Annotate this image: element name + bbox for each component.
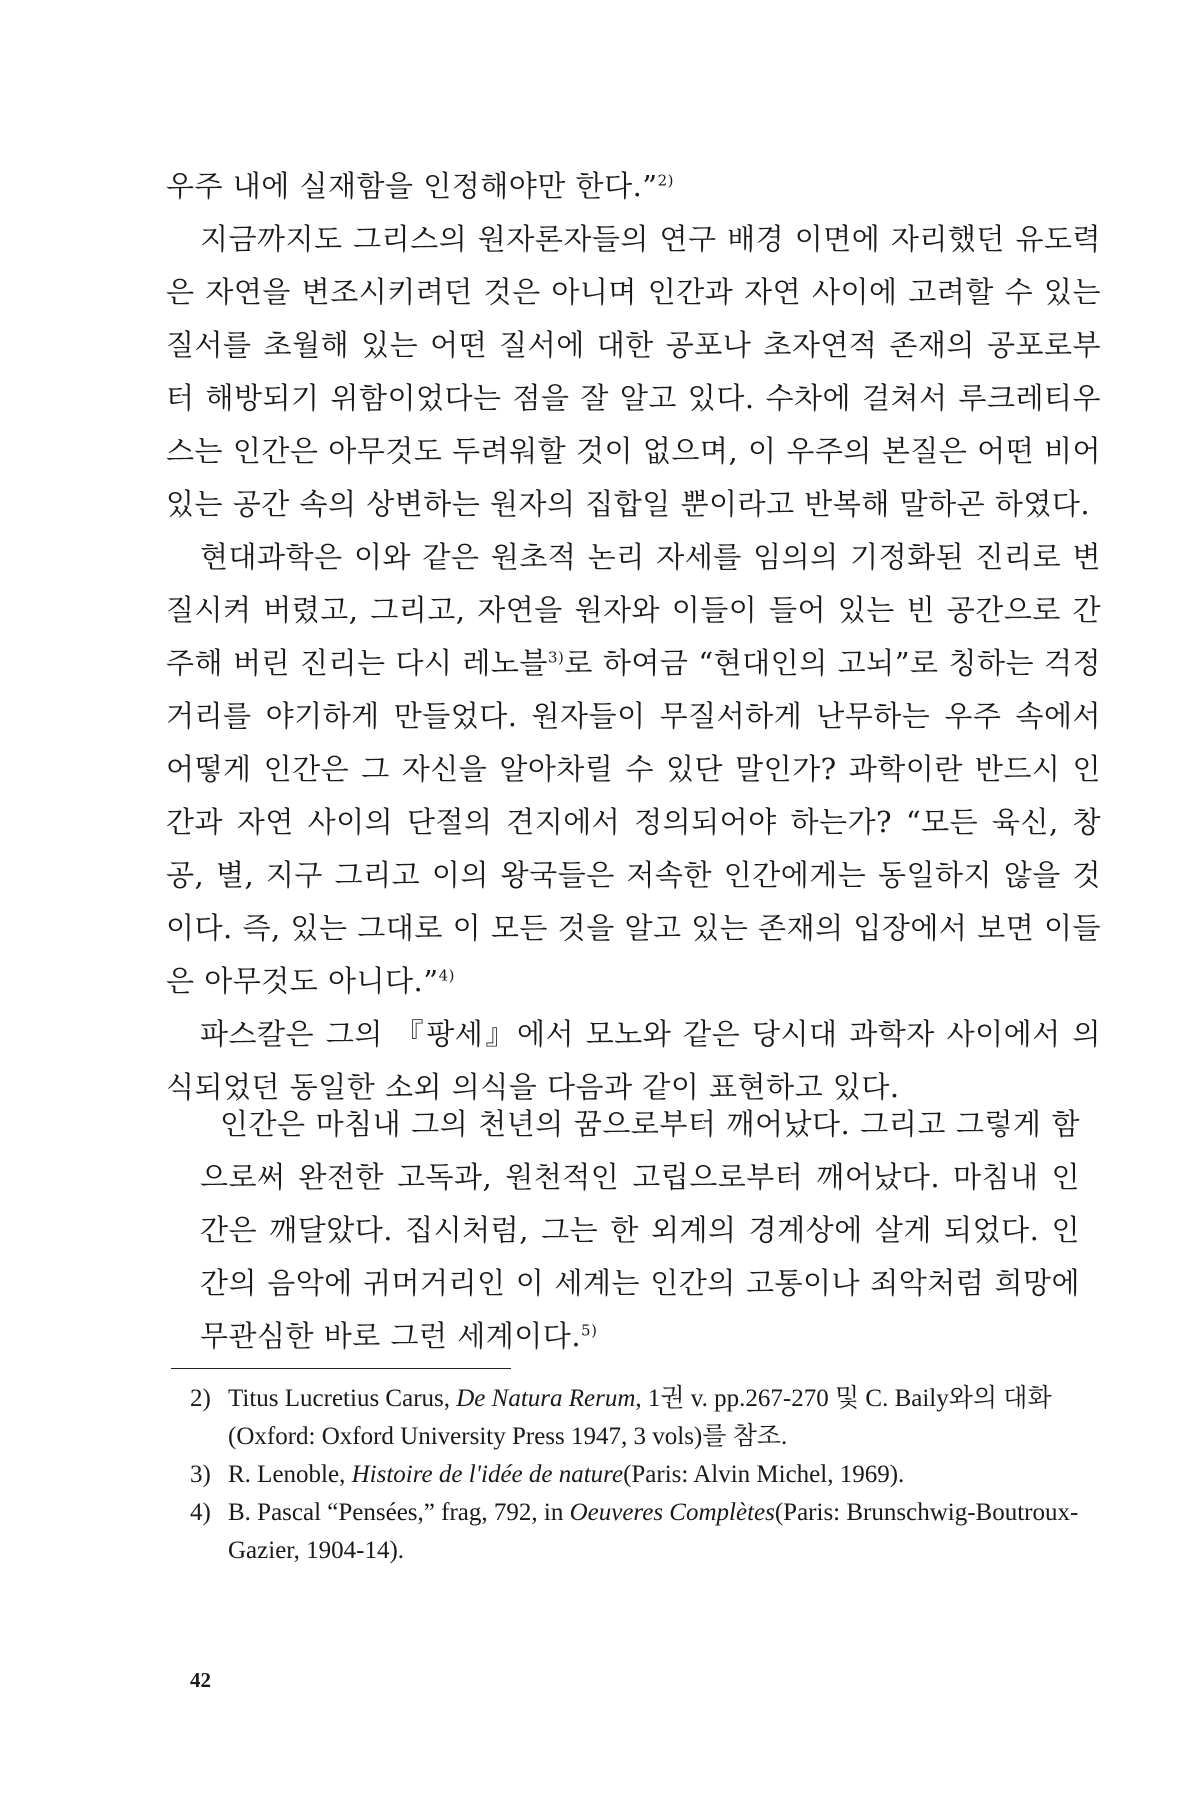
footnote-title: Histoire de l'idée de nature	[351, 1461, 624, 1488]
footnote-4: 4) B. Pascal “Pensées,” frag, 792, in Oeuveres Complètes(Paris: Brunschwig-Boutroux-Gazier, 1904-14).	[190, 1494, 1102, 1570]
footnote-number: 3)	[190, 1461, 211, 1488]
body-text	[166, 160, 1101, 1114]
footnote-ref-2: 2)	[657, 171, 675, 190]
footnote-ref-3: 3)	[547, 648, 565, 667]
paragraph-2: 지금까지도 그리스의 원자론자들의 연구 배경 이면에 자리했던 유도력은 자연을 변조시키려던 것은 아니며 인간과 자연 사이에 고려할 수 있는 질서를 초월해 있는 어떤 질서에 대한 공포나 초자연적 존재의 공포로부터 해방되기 위함이었다는 점을 잘 알고 있다. 수차에 걸쳐서 루크레티우스는 인간은 아무것도 두려워할 것이 없으며, 이 우주의 본질은 어떤 비어 있는 공간 속의 상변하는 원자의 집합일 뿐이라고 반복해 말하곤 하였다.	[166, 222, 1101, 521]
paragraph-4: 파스칼은 그의 『팡세』에서 모노와 같은 당시대 과학자 사이에서 의식되었던 동일한 소외 의식을 다음과 같이 표현하고 있다.	[166, 1017, 1101, 1104]
footnote-divider	[171, 1368, 511, 1369]
footnote-ref-5: 5)	[581, 1321, 598, 1340]
paragraph-1: 우주 내에 실재함을 인정해야만 한다.”$^{2)}$	[166, 169, 675, 203]
block-quote	[200, 1098, 1080, 1363]
footnote-2: 2) Titus Lucretius Carus, De Natura Rerum, 1권 v. pp.267-270 및 C. Baily와의 대화(Oxford: Oxford University Press 1947, 3 vols)를 참조.	[190, 1380, 1102, 1456]
footnote-number: 2)	[190, 1385, 211, 1412]
footnotes	[190, 1380, 1102, 1570]
footnote-3: 3) R. Lenoble, Histoire de l'idée de nature(Paris: Alvin Michel, 1969).	[190, 1456, 1102, 1494]
footnote-title: De Natura Rerum	[456, 1385, 636, 1412]
quote-text: 인간은 마침내 그의 천년의 꿈으로부터 깨어났다. 그리고 그렇게 함으로써 완전한 고독과, 원천적인 고립으로부터 깨어났다. 마침내 인간은 깨달았다. 집시처럼, 그는 한 외계의 경계상에 살게 되었다. 인간의 음악에 귀머거리인 이 세계는 인간의 고통이나 죄악처럼 희망에 무관심한 바로 그런 세계이다.$^{5)}$	[200, 1107, 1080, 1353]
footnote-title: Oeuveres Complètes	[569, 1499, 775, 1526]
paragraph-3: 현대과학은 이와 같은 원초적 논리 자세를 임의의 기정화된 진리로 변질시켜 버렸고, 그리고, 자연을 원자와 이들이 들어 있는 빈 공간으로 간주해 버린 진리는 다시 레노블$^{3)}$로 하여금 “현대인의 고뇌”로 칭하는 걱정거리를 야기하게 만들었다. 원자들이 무질서하게 난무하는 우주 속에서 어떻게 인간은 그 자신을 알아차릴 수 있단 말인가? 과학이란 반드시 인간과 자연 사이의 단절의 견지에서 정의되어야 하는가? “모든 육신, 창공, 별, 지구 그리고 이의 왕국들은 저속한 인간에게는 동일하지 않을 것이다. 즉, 있는 그대로 이 모든 것을 알고 있는 존재의 입장에서 보면 이들은 아무것도 아니다.”$^{4)}$	[166, 540, 1101, 998]
footnote-ref-4: 4)	[438, 966, 455, 985]
page-number: 42	[190, 1668, 211, 1692]
footnote-number: 4)	[190, 1499, 211, 1526]
